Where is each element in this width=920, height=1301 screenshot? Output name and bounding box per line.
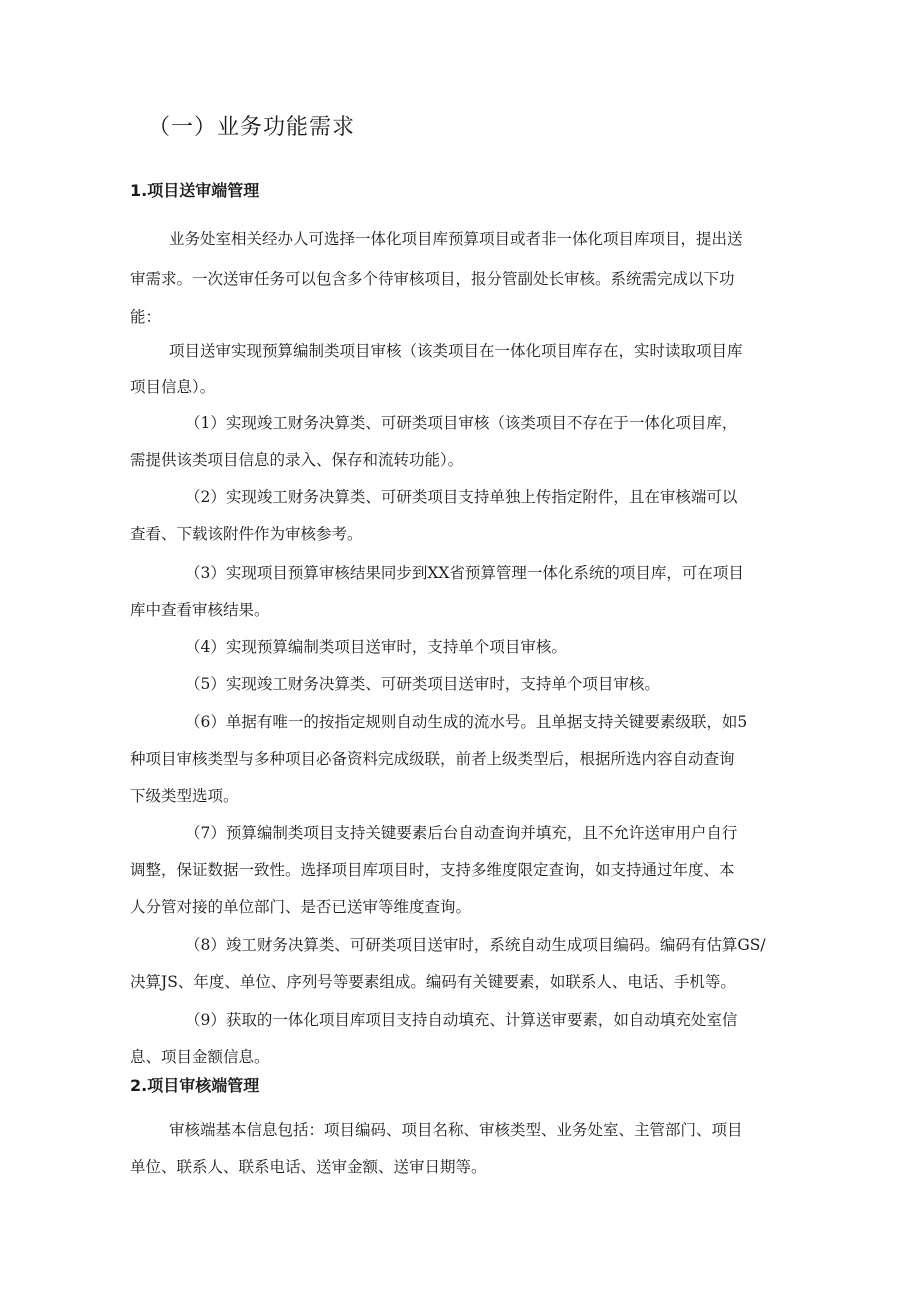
p0-line-1: 项目送审实现预算编制类项目审核（该类项目在一体化项目库存在，实时读取项目库 <box>169 342 743 360</box>
section2-line-1: 审核端基本信息包括：项目编码、项目名称、审核类型、业务处室、主管部门、项目 <box>169 1121 743 1139</box>
item-2-line-1: （2）实现竣工财务决算类、可研类项目支持单独上传指定附件，且在审核端可以 <box>185 488 738 506</box>
p0-line-2: 项目信息）。 <box>130 378 216 396</box>
intro-line-3: 能： <box>130 308 162 326</box>
item-9-line-2: 息、项目金额信息。 <box>130 1048 270 1066</box>
item-6-line-3: 下级类型选项。 <box>130 787 239 805</box>
item-7-line-2: 调整，保证数据一致性。选择项目库项目时，支持多维度限定查询，如支持通过年度、本 <box>130 861 735 879</box>
section2-heading: 2.项目审核端管理 <box>130 1076 260 1095</box>
item-1-line-1: （1）实现竣工财务决算类、可研类项目审核（该类项目不存在于一体化项目库， <box>185 414 738 432</box>
item-8-line-1: （8）竣工财务决算类、可研类项目送审时，系统自动生成项目编码。编码有估算GS/ <box>185 936 766 954</box>
section2-line-2: 单位、联系人、联系电话、送审金额、送审日期等。 <box>130 1158 487 1176</box>
item-7-line-3: 人分管对接的单位部门、是否已送审等维度查询。 <box>130 898 472 916</box>
item-7-line-1: （7）预算编制类项目支持关键要素后台自动查询并填充，且不允许送审用户自行 <box>185 824 738 842</box>
item-3-line-1: （3）实现项目预算审核结果同步到XX省预算管理一体化系统的项目库，可在项目 <box>185 564 744 582</box>
item-6-line-2: 种项目审核类型与多种项目必备资料完成级联，前者上级类型后，根据所选内容自动查询 <box>130 750 735 768</box>
intro-line-1: 业务处室相关经办人可选择一体化项目库预算项目或者非一体化项目库项目，提出送 <box>169 230 743 248</box>
item-3-line-2: 库中查看审核结果。 <box>130 601 270 619</box>
item-5-line-1: （5）实现竣工财务决算类、可研类项目送审时，支持单个项目审核。 <box>185 675 660 693</box>
section1-heading: 1.项目送审端管理 <box>130 181 260 200</box>
item-6-line-1: （6）单据有唯一的按指定规则自动生成的流水号。且单据支持关键要素级联，如5 <box>185 713 748 731</box>
item-4-line-1: （4）实现预算编制类项目送审时，支持单个项目审核。 <box>185 638 567 656</box>
item-2-line-2: 查看、下载该附件作为审核参考。 <box>130 525 363 543</box>
item-9-line-1: （9）获取的一体化项目库项目支持自动填充、计算送审要素，如自动填充处室信 <box>185 1011 738 1029</box>
item-1-line-2: 需提供该类项目信息的录入、保存和流转功能）。 <box>130 451 464 469</box>
intro-line-2: 审需求。一次送审任务可以包含多个待审核项目，报分管副处长审核。系统需完成以下功 <box>130 270 735 288</box>
section-title: （一）业务功能需求 <box>148 115 356 140</box>
item-8-line-2: 决算JS、年度、单位、序列号等要素组成。编码有关键要素，如联系人、电话、手机等。 <box>130 973 736 991</box>
